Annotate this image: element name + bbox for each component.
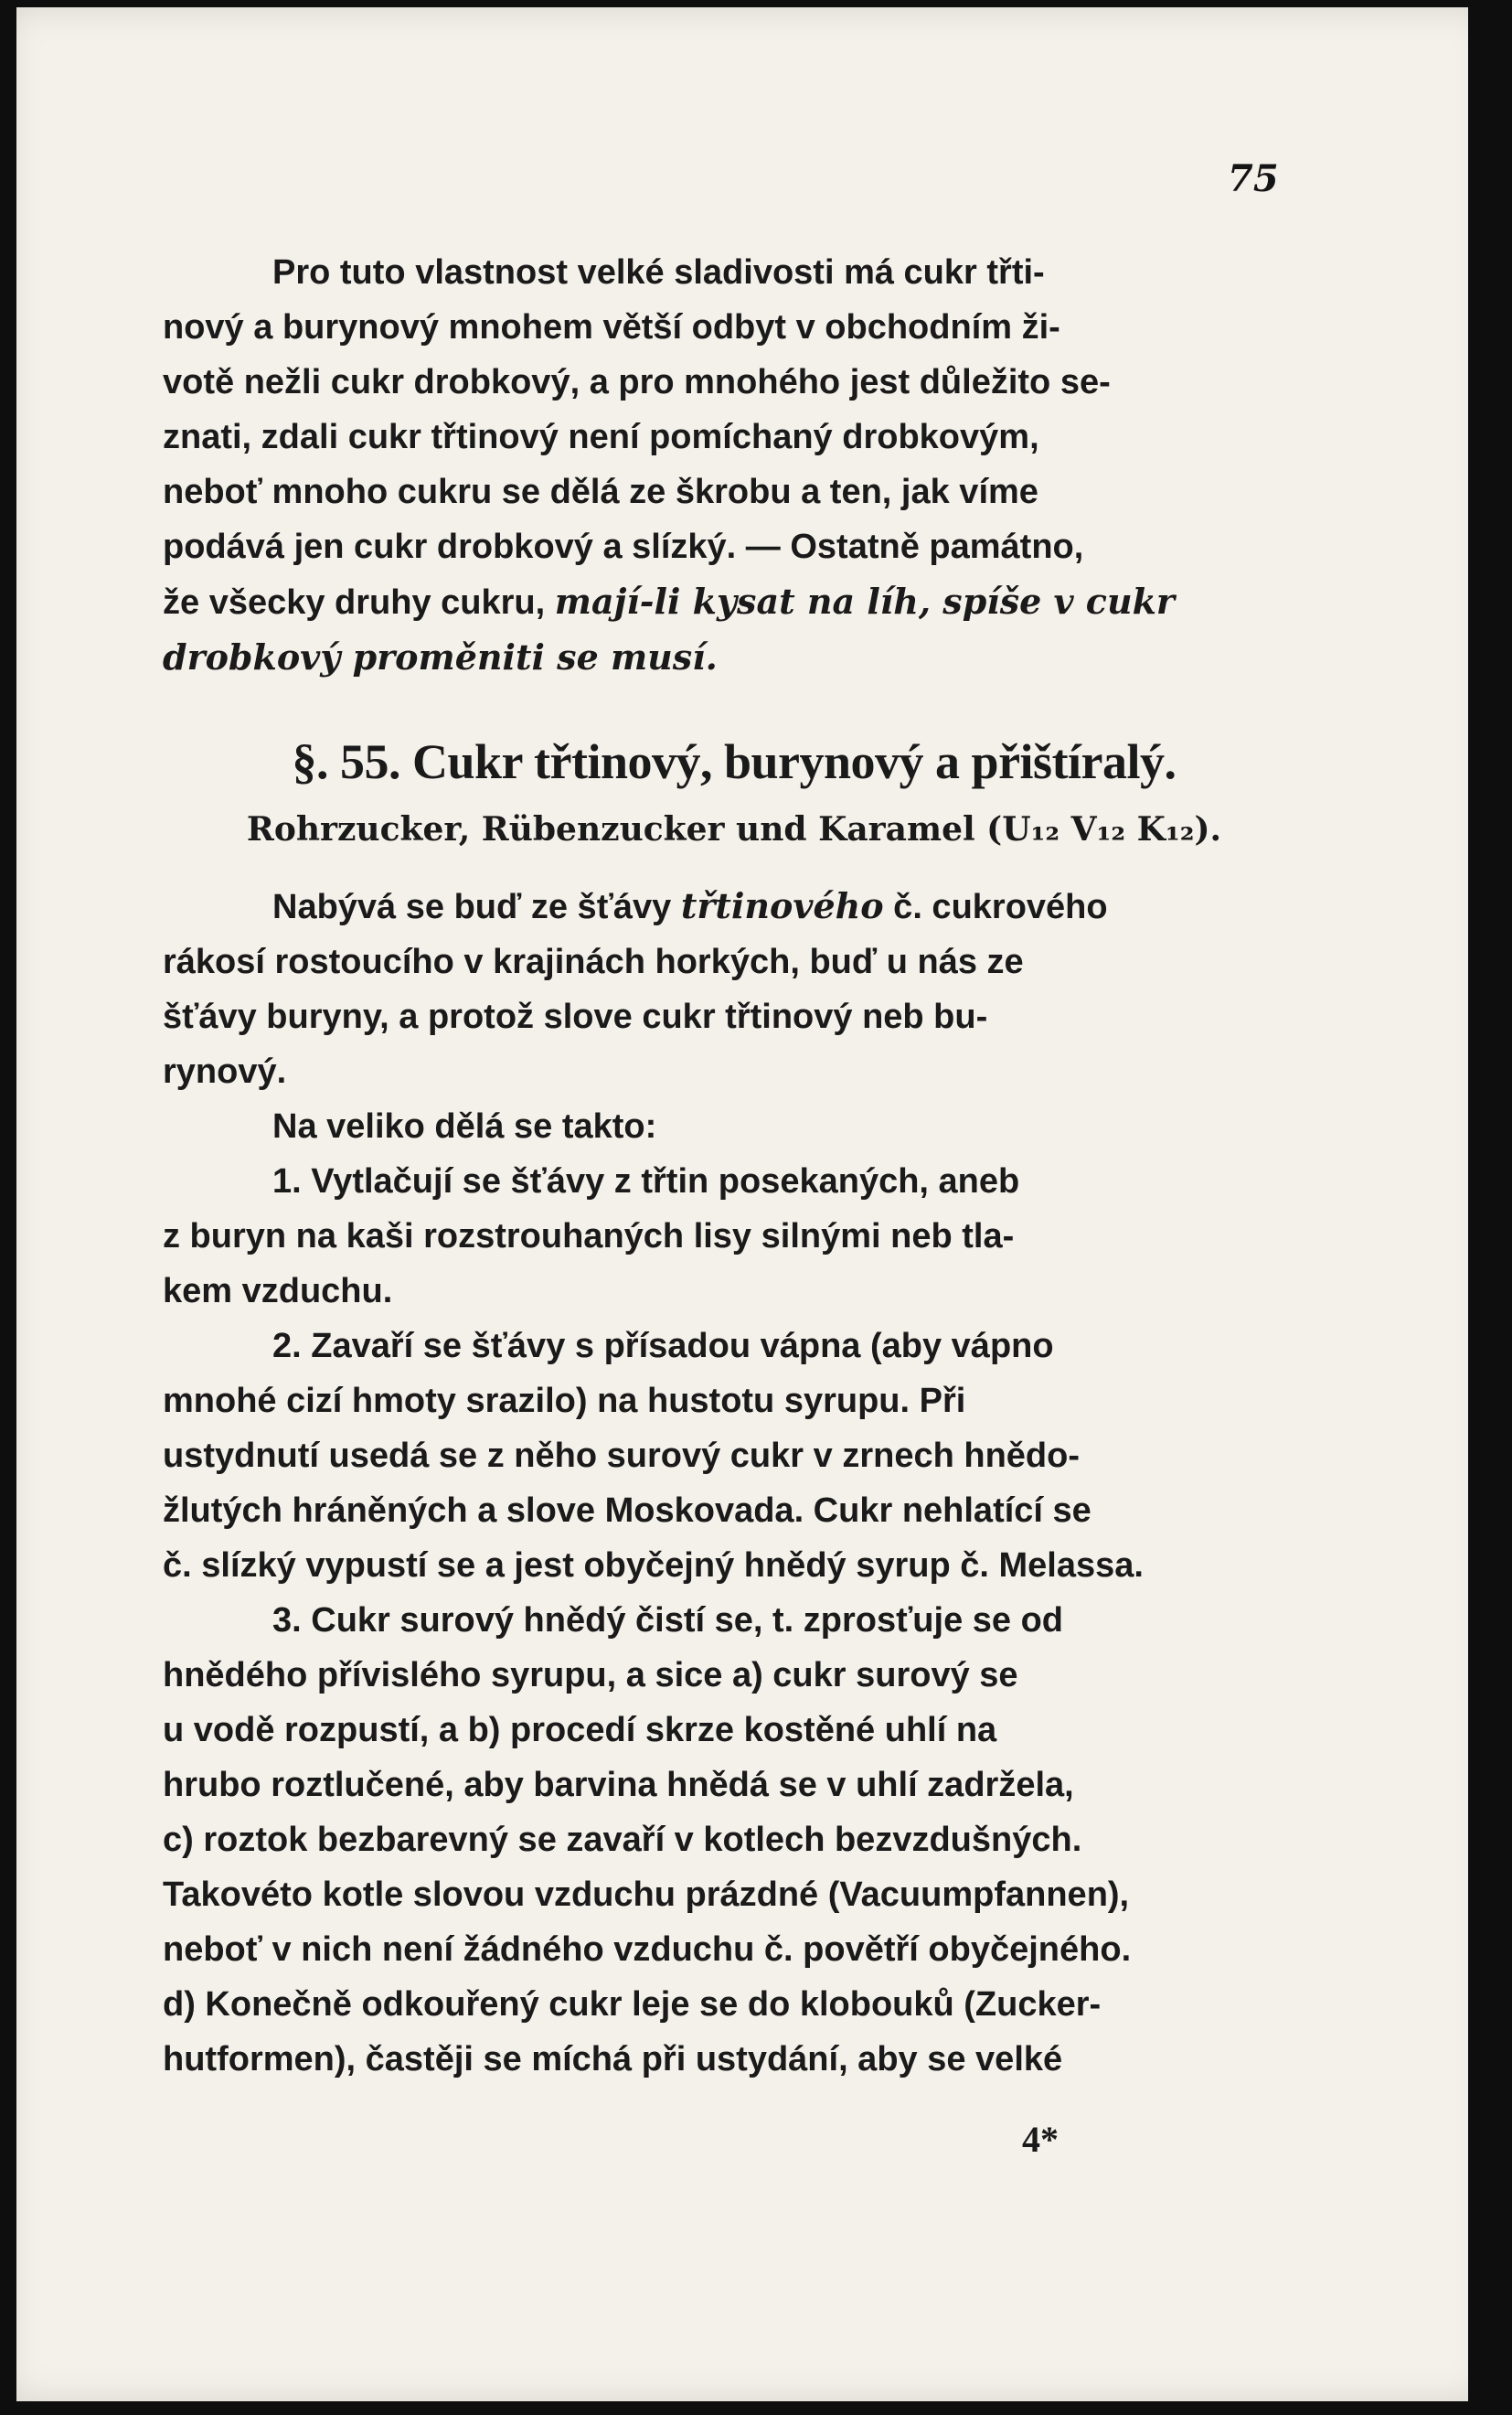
text-line: Na veliko dělá se takto: — [272, 1107, 657, 1146]
book-page — [7, 7, 1488, 2401]
italic-emphasis: třtinového — [680, 885, 884, 926]
text-line: kem vzduchu. — [163, 1272, 393, 1310]
text-line: nový a burynový mnohem větší odbyt v obchodním ži- — [163, 308, 1060, 347]
method-intro — [163, 1099, 1305, 1154]
italic-emphasis: mají-li kysat na líh, spíše v cukr — [554, 581, 1175, 622]
step-1 — [163, 1154, 1305, 1319]
text-line: 2. Zavaří se šťávy s přísadou vápna (aby vápno — [272, 1327, 1054, 1365]
text-line: rákosí rostoucího v krajinách horkých, buď u nás ze — [163, 943, 1024, 981]
text-line — [163, 879, 1305, 935]
text-line: šťávy buryny, a protož slove cukr třtinový neb bu- — [163, 998, 988, 1036]
printer-signature-mark: 4* — [1022, 2119, 1059, 2160]
section-heading: §. 55. Cukr třtinový, burynový a přištíralý. — [292, 734, 1177, 789]
text-fragment: č. cukrového — [883, 888, 1108, 926]
step-3 — [163, 1593, 1305, 2087]
text-line: hrubo roztlučené, aby barvina hnědá se v uhlí zadržela, — [163, 1766, 1074, 1804]
text-line: hutformen), častěji se míchá při ustydání, aby se velké — [163, 2040, 1063, 2078]
text-line: Takovéto kotle slovou vzduchu prázdné (Vacuumpfannen), — [163, 1875, 1130, 1914]
text-fragment: Nabývá se buď ze šťávy — [272, 888, 681, 926]
italic-emphasis-line: drobkový proměniti se musí. — [163, 636, 718, 678]
intro-paragraph — [163, 245, 1305, 685]
text-line — [163, 574, 1305, 630]
page-edge-right — [1468, 7, 1488, 2401]
text-line: c) roztok bezbarevný se zavaří v kotlech bezvzdušných. — [163, 1821, 1082, 1859]
text-fragment: že všecky druhy cukru, — [163, 583, 555, 622]
text-line: d) Konečně odkouřený cukr leje se do klobouků (Zucker- — [163, 1985, 1102, 2024]
text-line: znati, zdali cukr třtinový není pomíchaný drobkovým, — [163, 418, 1039, 456]
text-line: u vodě rozpustí, a b) procedí skrze kostěné uhlí na — [163, 1711, 997, 1749]
text-line: podává jen cukr drobkový a slízký. — Ostatně památno, — [163, 528, 1084, 566]
text-line: neboť mnoho cukru se dělá ze škrobu a ten, jak víme — [163, 473, 1038, 511]
text-line: votě nežli cukr drobkový, a pro mnohého jest důležito se- — [163, 363, 1111, 401]
text-line: 3. Cukr surový hnědý čistí se, t. zprosťuje se od — [272, 1601, 1064, 1640]
text-line: z buryn na kaši rozstrouhaných lisy silnými neb tla- — [163, 1217, 1015, 1256]
step-2 — [163, 1319, 1305, 1593]
text-line: neboť v nich není žádného vzduchu č. povětří obyčejného. — [163, 1930, 1132, 1969]
text-line: rynový. — [163, 1053, 287, 1091]
text-line: hnědého přívislého syrupu, a sice a) cukr surový se — [163, 1656, 1018, 1694]
page-body — [163, 245, 1305, 2087]
text-line: žlutých hráněných a slove Moskovada. Cukr nehlatící se — [163, 1491, 1091, 1530]
text-line: 1. Vytlačují se šťávy z třtin posekaných, aneb — [272, 1162, 1020, 1201]
text-line: ustydnutí usedá se z něho surový cukr v zrnech hnědo- — [163, 1437, 1080, 1475]
text-line: Pro tuto vlastnost velké sladivosti má cukr třti- — [272, 253, 1045, 292]
page-edge-left — [7, 7, 16, 2401]
section-subheading: Rohrzucker, Rübenzucker und Karamel (U₁₂ V₁₂ K₁₂). — [246, 810, 1222, 849]
text-line: mnohé cizí hmoty srazilo) na hustotu syrupu. Při — [163, 1382, 966, 1420]
text-line: č. slízký vypustí se a jest obyčejný hnědý syrup č. Melassa. — [163, 1546, 1144, 1585]
page-number: 75 — [1228, 157, 1279, 200]
section-paragraph — [163, 879, 1305, 1099]
